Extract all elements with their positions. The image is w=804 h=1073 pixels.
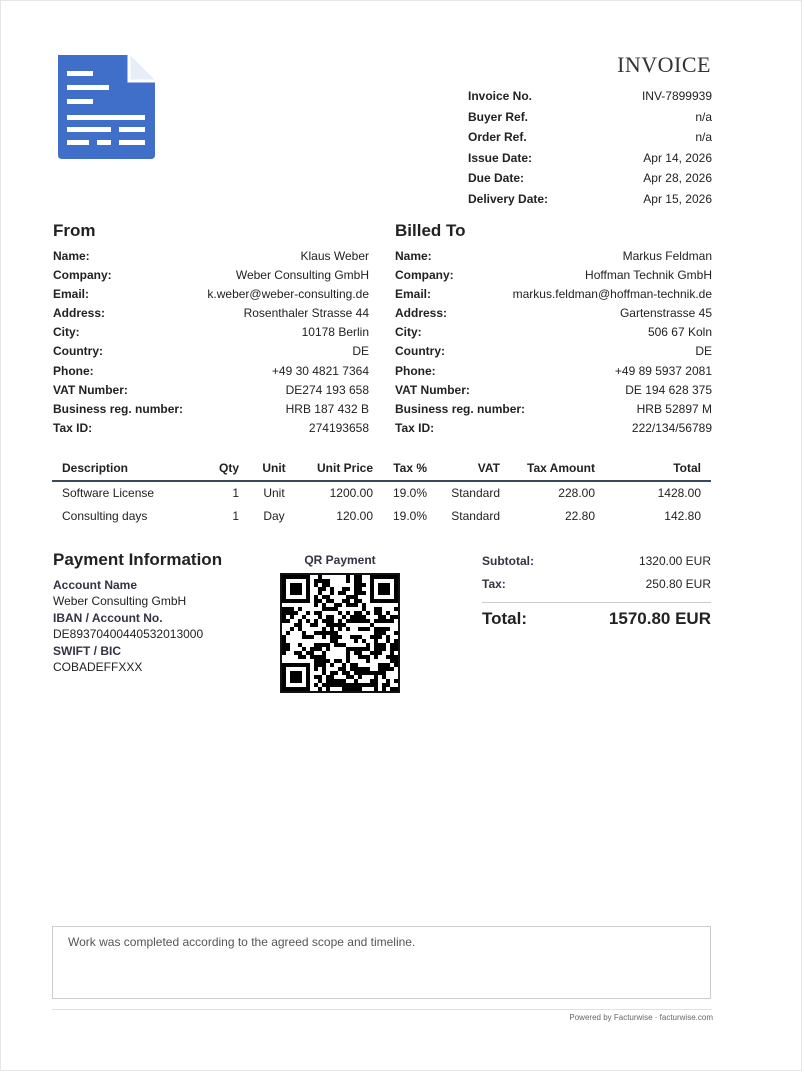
from-row — [53, 342, 369, 361]
billed-row — [395, 419, 712, 438]
tax-value: 250.80 EUR — [645, 577, 711, 591]
table-row — [52, 482, 711, 505]
from-value: DE — [352, 344, 369, 359]
cell-tax-percent: 19.0% — [392, 509, 427, 523]
billed-value: Markus Feldman — [622, 249, 712, 263]
meta-row — [468, 148, 712, 169]
from-label: Name: — [53, 249, 90, 263]
billed-row — [395, 323, 712, 342]
from-row — [53, 323, 369, 342]
from-label: Tax ID: — [53, 420, 93, 435]
from-row — [53, 419, 369, 438]
iban-value: DE89370400440532013000 — [53, 627, 204, 641]
qr-code-icon — [282, 575, 398, 691]
cell-total: 1428.00 — [657, 486, 701, 500]
billed-value: 506 67 Koln — [647, 325, 712, 340]
cell-description: Software License — [62, 486, 155, 500]
billed-row — [395, 266, 712, 285]
totals-divider — [482, 602, 711, 603]
from-value: Klaus Weber — [300, 249, 369, 263]
col-description: Description — [62, 461, 129, 475]
cell-unit: Unit — [263, 486, 285, 500]
billed-value: Gartenstrasse 45 — [619, 306, 712, 321]
footer-divider — [52, 1009, 712, 1010]
meta-label: Delivery Date: — [468, 191, 549, 206]
from-heading: From — [53, 221, 96, 240]
cell-vat: Standard — [451, 486, 500, 500]
line-items-table — [52, 456, 711, 528]
from-row — [53, 381, 369, 400]
col-vat: VAT — [477, 461, 500, 475]
billed-row — [395, 381, 712, 400]
from-row — [53, 247, 369, 266]
invoice-title: INVOICE — [617, 52, 711, 77]
table-header — [52, 456, 711, 482]
billed-label: VAT Number: — [395, 382, 470, 397]
from-value: Weber Consulting GmbH — [235, 268, 369, 283]
col-unit-price: Unit Price — [316, 461, 373, 475]
meta-row — [468, 127, 712, 148]
iban-label: IBAN / Account No. — [53, 611, 163, 625]
from-row — [53, 266, 369, 285]
from-value: +49 30 4821 7364 — [271, 363, 369, 378]
from-label: City: — [53, 325, 80, 340]
account-name-label: Account Name — [53, 578, 138, 592]
from-row — [53, 400, 369, 419]
from-label: Country: — [53, 344, 103, 359]
from-row — [53, 362, 369, 381]
cell-qty: 1 — [232, 486, 239, 500]
swift-value: COBADEFFXXX — [53, 660, 143, 674]
billed-row — [395, 342, 712, 361]
from-row — [53, 304, 369, 323]
billed-row — [395, 362, 712, 381]
from-value: HRB 187 432 B — [285, 401, 369, 416]
billed-value: HRB 52897 M — [636, 401, 712, 416]
total-row — [482, 605, 711, 633]
billed-value: markus.feldman@hoffman-technik.de — [512, 287, 712, 302]
meta-value: Apr 15, 2026 — [643, 191, 712, 206]
qr-label: QR Payment — [304, 553, 376, 567]
billed-value: DE — [695, 344, 712, 359]
billed-to-section — [395, 220, 712, 438]
billed-value: DE 194 628 375 — [625, 382, 712, 397]
meta-value: n/a — [695, 130, 712, 145]
from-label: Email: — [53, 287, 90, 302]
col-qty: Qty — [218, 461, 239, 475]
qr-payment — [280, 552, 400, 693]
powered-by: Powered by Facturwise · facturwise.com — [569, 1013, 713, 1022]
meta-label: Order Ref. — [468, 130, 527, 145]
meta-value: n/a — [695, 109, 712, 124]
payment-info — [53, 549, 273, 676]
cell-tax-percent: 19.0% — [392, 486, 427, 500]
billed-label: Email: — [395, 287, 432, 302]
from-section — [53, 220, 369, 438]
meta-row — [468, 189, 712, 210]
from-label: Business reg. number: — [53, 401, 184, 416]
cell-tax-amount: 22.80 — [564, 509, 595, 523]
tax-label: Tax: — [482, 577, 506, 591]
billed-label: Country: — [395, 344, 445, 359]
from-label: Address: — [53, 306, 106, 321]
swift-label: SWIFT / BIC — [53, 644, 121, 658]
cell-vat: Standard — [451, 509, 500, 523]
subtotal-label: Subtotal: — [482, 554, 534, 568]
billed-value: +49 89 5937 2081 — [614, 363, 712, 378]
table-row — [52, 505, 711, 528]
from-value: DE274 193 658 — [285, 382, 369, 397]
from-label: VAT Number: — [53, 382, 128, 397]
from-value: k.weber@weber-consulting.de — [207, 287, 369, 302]
cell-unit: Day — [263, 509, 285, 523]
notes-box: Work was completed according to the agreed scope and timeline. — [52, 926, 711, 999]
billed-label: Company: — [395, 268, 454, 283]
billed-label: Phone: — [395, 363, 436, 378]
col-tax-percent: Tax % — [393, 461, 427, 475]
billed-label: Tax ID: — [395, 420, 435, 435]
billed-heading: Billed To — [395, 221, 466, 240]
cell-tax-amount: 228.00 — [558, 486, 595, 500]
billed-row — [395, 285, 712, 304]
total-label: Total: — [482, 609, 528, 628]
billed-row — [395, 304, 712, 323]
col-total: Total — [673, 461, 701, 475]
billed-row — [395, 247, 712, 266]
billed-label: Business reg. number: — [395, 401, 526, 416]
billed-label: Address: — [395, 306, 448, 321]
from-label: Company: — [53, 268, 112, 283]
meta-row — [468, 107, 712, 128]
cell-unit-price: 120.00 — [336, 509, 373, 523]
tax-row — [482, 573, 711, 596]
totals-section — [482, 550, 711, 633]
from-row — [53, 285, 369, 304]
meta-label: Buyer Ref. — [468, 109, 529, 124]
meta-label: Due Date: — [468, 171, 525, 186]
from-value: Rosenthaler Strasse 44 — [243, 306, 369, 321]
billed-label: Name: — [395, 249, 432, 263]
from-label: Phone: — [53, 363, 94, 378]
meta-value: INV-7899939 — [641, 89, 712, 103]
cell-unit-price: 1200.00 — [329, 486, 373, 500]
meta-row — [468, 86, 712, 107]
from-value: 10178 Berlin — [301, 325, 369, 340]
account-name-value: Weber Consulting GmbH — [53, 594, 187, 608]
subtotal-value: 1320.00 EUR — [638, 554, 711, 568]
billed-value: Hoffman Technik GmbH — [585, 268, 712, 283]
meta-label: Issue Date: — [468, 150, 533, 165]
meta-label: Invoice No. — [468, 89, 533, 103]
col-tax-amount: Tax Amount — [527, 461, 595, 475]
invoice-meta — [468, 86, 712, 210]
from-value: 274193658 — [308, 420, 369, 435]
billed-row — [395, 400, 712, 419]
qr-code — [280, 573, 400, 693]
meta-row — [468, 168, 712, 189]
subtotal-row — [482, 550, 711, 573]
billed-label: City: — [395, 325, 422, 340]
payment-heading: Payment Information — [53, 550, 223, 569]
total-value: 1570.80 EUR — [608, 609, 711, 628]
meta-value: Apr 28, 2026 — [643, 171, 712, 186]
cell-description: Consulting days — [62, 509, 148, 523]
cell-total: 142.80 — [664, 509, 701, 523]
cell-qty: 1 — [232, 509, 239, 523]
col-unit: Unit — [262, 461, 286, 475]
billed-value: 222/134/56789 — [631, 420, 712, 435]
document-icon — [53, 53, 157, 161]
meta-value: Apr 14, 2026 — [643, 150, 712, 165]
